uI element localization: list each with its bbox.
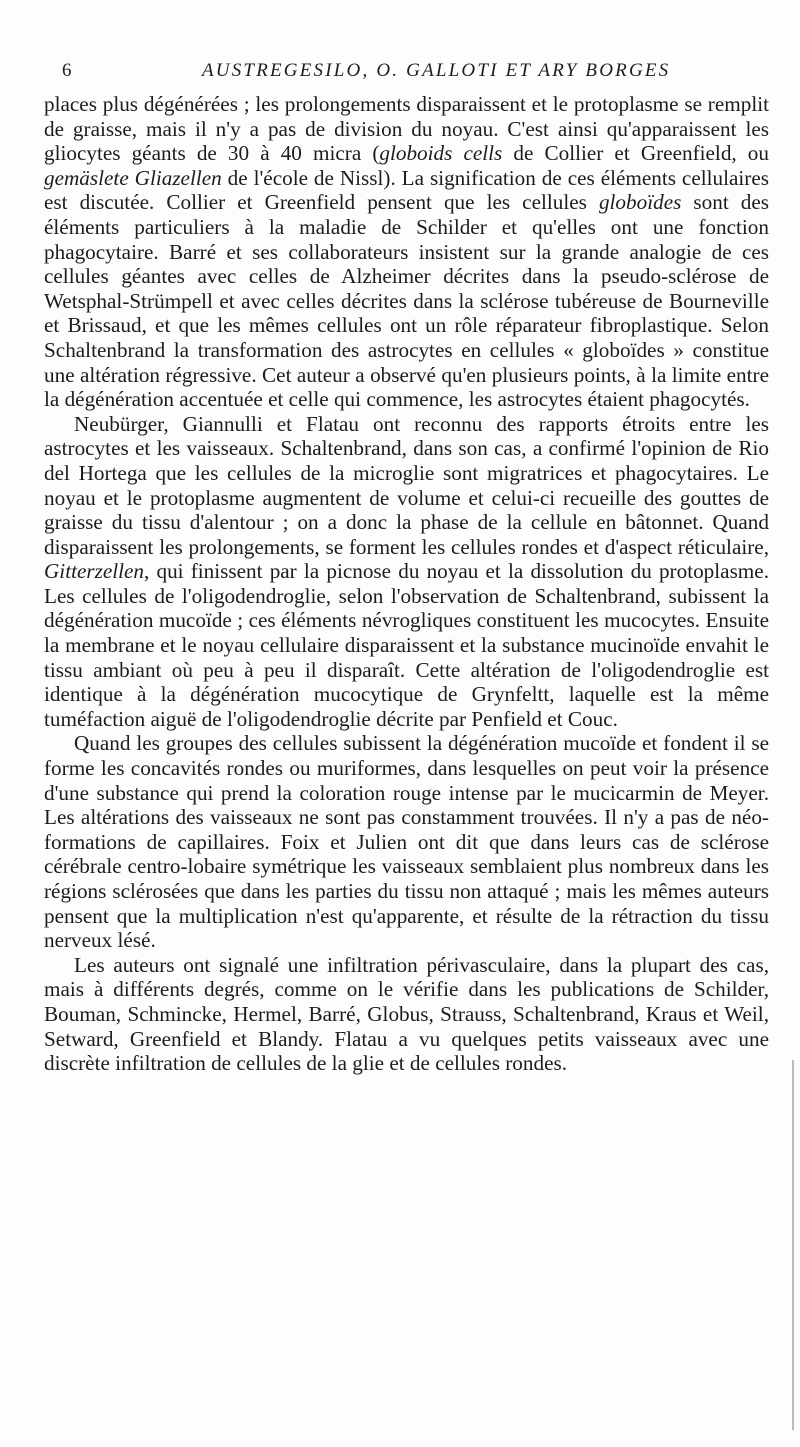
- italic-term: globoïdes: [598, 190, 682, 215]
- paragraph: [44, 92, 769, 412]
- italic-term: Gitterzellen: [44, 559, 145, 584]
- text-run: sont des éléments particuliers à la maladie de Schilder et qu'elles ont une fonction phagocytaire. Barré et ses collaborateurs insistent sur la grande analogie de ces cellules géantes avec celles de Alzheimer décrites dans la pseudo-sclérose de Wetsphal-Strümpell et avec celles décrites dans la sclérose tubéreuse de Bourneville et Brissaud, et que les mêmes cellules ont un rôle réparateur fibroplastique. Selon Schaltenbrand la transformation des astrocytes en cellules « globoïdes » constitue une altération régressive. Cet auteur a observé qu'en plusieurs points, à la limite entre la dégénération accentuée et celle qui commence, les astrocytes étaient phagocytés.: [44, 190, 770, 412]
- paragraph: [44, 953, 769, 1076]
- running-head: AUSTREGESILO, O. GALLOTI ET ARY BORGES: [202, 60, 671, 81]
- text-run: , qui finissent par la picnose du noyau et la dissolution du protoplasme. Les cellules de l'oligodendroglie, selon l'observation de Schaltenbrand, subissent la dégénération mucoïde ; ces éléments névrogliques constituent les mucocytes. Ensuite la membrane et le noyau cellulaire disparaissent et la substance mucinoïde envahit le tissu ambiant où peu à peu il disparaît. Cette altération de l'oligodendroglie est identique à la dégénération mucocytique de Grynfeltt, laquelle est la même tuméfaction aiguë de l'oligodendroglie décrite par Penfield et Couc.: [44, 559, 769, 731]
- body-text: [44, 92, 769, 1076]
- text-run: de l'école de Nissl). La signification de ces éléments cellulaires est discutée. Collier et Greenfield pensent que les cellules: [44, 165, 769, 215]
- italic-term: gemäslete Gliazellen: [44, 165, 222, 190]
- paragraph: [44, 731, 769, 952]
- text-run: Neubürger, Giannulli et Flatau ont reconnu des rapports étroits entre les astrocytes et les vaisseaux. Schaltenbrand, dans son cas, a confirmé l'opinion de Rio del Hortega que les cellules de la microglie sont migratrices et phagocytaires. Le noyau et le protoplasme augmentent de volume et celui-ci recueille des gouttes de graisse du tissu d'alentour ; on a donc la phase de la cellule en bâtonnet. Quand disparaissent les prolongements, se forment les cellules rondes et d'aspect réticulaire,: [44, 411, 769, 559]
- page-edge-shadow: [792, 1060, 794, 1430]
- italic-term: globoids cells: [379, 141, 503, 166]
- page-number: 6: [62, 60, 72, 81]
- text-run: places plus dégénérées ; les prolongements disparaissent et le protoplasme se remplit de graisse, mais il n'y a pas de division du noyau. C'est ainsi qu'apparaissent les gliocytes géants de 30 à 40 micra (: [44, 92, 769, 166]
- paragraph: [44, 412, 769, 732]
- text-run: Les auteurs ont signalé une infiltration périvasculaire, dans la plupart des cas, mais à différents degrés, comme on le vérifie dans les publications de Schilder, Bouman, Schmincke, Hermel, Barré, Globus, Strauss, Schaltenbrand, Kraus et Weil, Setward, Greenfield et Blandy. Flatau a vu quelques petits vaisseaux avec une discrète infiltration de cellules de la glie et de cellules rondes.: [44, 952, 769, 1076]
- text-run: de Collier et Greenfield, ou: [502, 141, 769, 166]
- page-header: [62, 58, 772, 88]
- text-run: Quand les groupes des cellules subissent la dégénération mucoïde et fondent il se forme les concavités rondes ou muriformes, dans lesquelles on peut voir la présence d'une substance qui prend la coloration rouge intense par le mucicarmin de Meyer. Les altérations des vaisseaux ne sont pas constamment trouvées. Il n'y a pas de néo-formations de capillaires. Foix et Julien ont dit que dans leurs cas de sclérose cérébrale centro-lobaire symétrique les vaisseaux semblaient plus nombreux dans les régions sclérosées que dans les parties du tissu non attaqué ; mais les mêmes auteurs pensent que la multiplication n'est qu'apparente, et résulte de la rétraction du tissu nerveux lésé.: [44, 731, 769, 953]
